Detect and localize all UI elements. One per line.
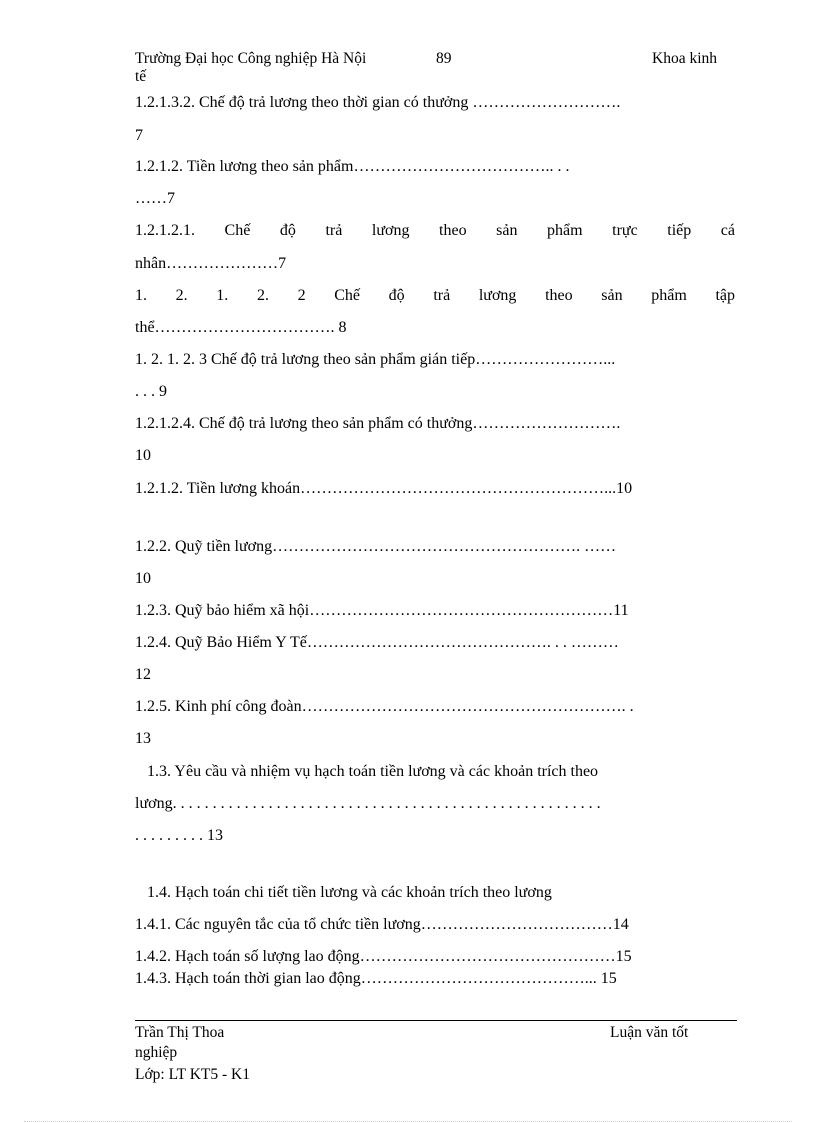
toc-entry-text: 1.2.4. Quỹ Bảo Hiểm Y Tế………………………………………. . . ……… bbox=[135, 634, 619, 651]
toc-entry-page: nhân…………………7 bbox=[135, 255, 287, 272]
toc-entry bbox=[135, 762, 735, 846]
toc-entry-text: 1.2.1.3.2. Chế độ trả lương theo thời gian có thưởng ………………………. bbox=[135, 94, 621, 111]
toc-entry-page: . . . 9 bbox=[135, 383, 167, 400]
toc-entry bbox=[135, 286, 735, 338]
toc-entry bbox=[135, 157, 735, 209]
toc-entry-page: 10 bbox=[135, 570, 151, 587]
toc-entry-text: 1.4. Hạch toán chi tiết tiền lương và các khoản trích theo lương bbox=[135, 884, 552, 901]
toc-entry-text: 1.2.1.2. Tiền lương theo sản phẩm……………………………….. . . bbox=[135, 158, 570, 175]
footer-divider bbox=[135, 1020, 737, 1021]
toc-entry-text: 1.2.3. Quỹ bảo hiểm xã hội…………………………………………………11 bbox=[135, 602, 629, 619]
toc-entry bbox=[135, 947, 735, 967]
toc-entry-text: 1.4.1. Các nguyên tắc của tổ chức tiền lương………………………………14 bbox=[135, 916, 629, 933]
toc-entry-page: 7 bbox=[135, 127, 143, 144]
footer-thesis-label: Luận văn tốt bbox=[610, 1024, 689, 1041]
toc-entry bbox=[135, 969, 735, 989]
toc-entry-page: 10 bbox=[135, 447, 151, 464]
toc-entry-text: 1.2.2. Quỹ tiền lương…………………………………………………. …… bbox=[135, 538, 617, 555]
header-faculty: Khoa kinh bbox=[652, 50, 718, 67]
toc-entry-text: 1.2.1.2.1. Chế độ trả lương theo sản phẩm trực tiếp cá bbox=[135, 222, 735, 239]
toc-entry-text: 1.2.5. Kinh phí công đoàn……………………………………………………. . bbox=[135, 698, 634, 715]
toc-entry-page: . . . . . . . . . 13 bbox=[135, 827, 223, 844]
page-bottom-border bbox=[24, 1121, 792, 1122]
toc-entry-text: 1.2.1.2. Tiền lương khoán…………………………………………………...10 bbox=[135, 480, 633, 497]
footer-class: Lớp: LT KT5 - K1 bbox=[135, 1066, 250, 1083]
toc-entry bbox=[135, 479, 735, 499]
toc-entry bbox=[135, 414, 735, 466]
toc-entry bbox=[135, 697, 735, 749]
header-page-number: 89 bbox=[436, 50, 452, 67]
toc-entry bbox=[135, 537, 735, 589]
toc-entry bbox=[135, 633, 735, 685]
header-school: Trường Đại học Công nghiệp Hà Nội bbox=[135, 50, 367, 67]
toc-entry bbox=[135, 883, 735, 903]
toc-entry-page: ……7 bbox=[135, 190, 175, 207]
toc-entry bbox=[135, 601, 735, 621]
toc-entry-text: 1.3. Yêu cầu và nhiệm vụ hạch toán tiền lương và các khoản trích theo bbox=[135, 763, 599, 780]
toc-entry bbox=[135, 350, 735, 402]
toc-entry-text: 1.4.2. Hạch toán số lượng lao động…………………………………………15 bbox=[135, 948, 632, 965]
toc-entry-text: 1. 2. 1. 2. 3 Chế độ trả lương theo sản phẩm gián tiếp……………………... bbox=[135, 351, 616, 368]
toc-entry-page: thể……………………………. 8 bbox=[135, 319, 347, 336]
toc-entry-text-continued: lương. . . . . . . . . . . . . . . . . . . . . . . . . . . . . . . . . . . . . . . . . . . . . . . . . . . . . . bbox=[135, 795, 601, 812]
header-faculty-continued: tế bbox=[135, 68, 147, 85]
toc-entry-text: 1.4.3. Hạch toán thời gian lao động……………………………………... 15 bbox=[135, 970, 617, 987]
toc-entry-page: 13 bbox=[135, 730, 151, 747]
toc-entry-text: 1.2.1.2.4. Chế độ trả lương theo sản phẩm có thưởng………………………. bbox=[135, 415, 621, 432]
footer-thesis-label-continued: nghiệp bbox=[135, 1044, 178, 1061]
toc-entry-text: 1. 2. 1. 2. 2 Chế độ trả lương theo sản phẩm tập bbox=[135, 287, 735, 304]
toc-entry bbox=[135, 915, 735, 935]
toc-entry bbox=[135, 221, 735, 274]
toc-entry bbox=[135, 93, 735, 146]
footer-author: Trần Thị Thoa bbox=[135, 1024, 225, 1041]
toc-entry-page: 12 bbox=[135, 666, 151, 683]
